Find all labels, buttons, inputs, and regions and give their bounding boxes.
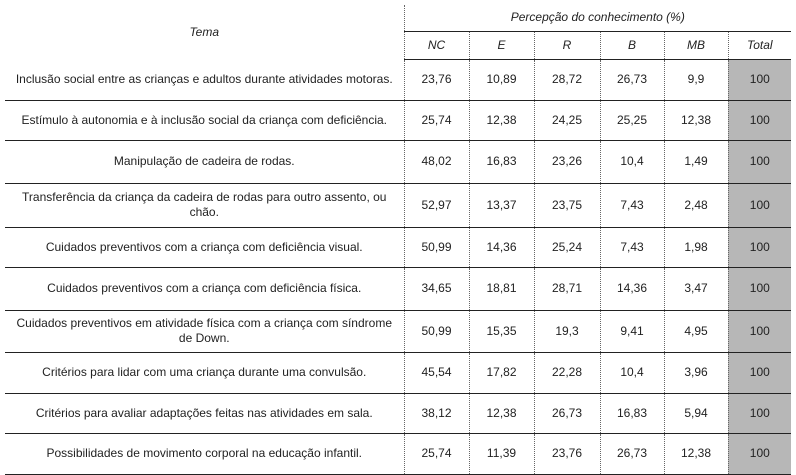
table-body [5,59,791,474]
cell-mb: 12,38 [664,100,728,140]
header-b: B [600,31,664,59]
cell-b: 26,73 [600,433,664,474]
cell-nc: 50,99 [404,310,469,352]
cell-mb: 1,49 [664,140,728,183]
cell-nc: 25,74 [404,100,469,140]
cell-total: 100 [728,433,791,474]
cell-mb: 2,48 [664,183,728,227]
table-row [5,433,791,474]
cell-r: 23,76 [534,433,600,474]
cell-nc: 50,99 [404,227,469,267]
header-nc: NC [404,31,469,59]
cell-mb: 9,9 [664,59,728,100]
table-row [5,140,791,183]
cell-b: 7,43 [600,183,664,227]
cell-tema: Manipulação de cadeira de rodas. [5,140,404,183]
cell-r: 23,26 [534,140,600,183]
cell-total: 100 [728,310,791,352]
cell-mb: 3,96 [664,352,728,393]
cell-total: 100 [728,100,791,140]
cell-e: 18,81 [469,267,534,310]
perception-table [5,5,791,475]
cell-total: 100 [728,183,791,227]
header-total: Total [728,31,791,59]
cell-tema: Critérios para lidar com uma criança durante uma convulsão. [5,352,404,393]
cell-r: 28,71 [534,267,600,310]
cell-r: 23,75 [534,183,600,227]
cell-nc: 34,65 [404,267,469,310]
cell-tema: Possibilidades de movimento corporal na educação infantil. [5,433,404,474]
cell-e: 10,89 [469,59,534,100]
cell-b: 14,36 [600,267,664,310]
header-r: R [534,31,600,59]
cell-tema: Cuidados preventivos com a criança com deficiência física. [5,267,404,310]
cell-mb: 3,47 [664,267,728,310]
cell-nc: 38,12 [404,393,469,433]
cell-r: 28,72 [534,59,600,100]
table-row [5,59,791,100]
cell-total: 100 [728,393,791,433]
cell-e: 17,82 [469,352,534,393]
cell-mb: 5,94 [664,393,728,433]
cell-e: 14,36 [469,227,534,267]
cell-e: 12,38 [469,393,534,433]
cell-e: 16,83 [469,140,534,183]
cell-b: 10,4 [600,140,664,183]
cell-e: 11,39 [469,433,534,474]
cell-r: 22,28 [534,352,600,393]
table-row [5,227,791,267]
cell-tema: Transferência da criança da cadeira de rodas para outro assento, ou chão. [5,183,404,227]
cell-tema: Cuidados preventivos em atividade física com a criança com síndrome de Down. [5,310,404,352]
header-mb: MB [664,31,728,59]
cell-total: 100 [728,267,791,310]
cell-total: 100 [728,227,791,267]
cell-r: 19,3 [534,310,600,352]
cell-mb: 4,95 [664,310,728,352]
cell-mb: 12,38 [664,433,728,474]
cell-nc: 23,76 [404,59,469,100]
cell-e: 13,37 [469,183,534,227]
cell-b: 7,43 [600,227,664,267]
cell-b: 16,83 [600,393,664,433]
cell-mb: 1,98 [664,227,728,267]
cell-nc: 48,02 [404,140,469,183]
table-row [5,310,791,352]
cell-nc: 45,54 [404,352,469,393]
cell-nc: 25,74 [404,433,469,474]
header-tema: Tema [5,5,404,59]
table-row [5,393,791,433]
cell-tema: Estímulo à autonomia e à inclusão social da criança com deficiência. [5,100,404,140]
cell-b: 9,41 [600,310,664,352]
header-percepcao: Percepção do conhecimento (%) [404,5,791,31]
cell-tema: Cuidados preventivos com a criança com deficiência visual. [5,227,404,267]
cell-e: 15,35 [469,310,534,352]
cell-tema: Inclusão social entre as crianças e adultos durante atividades motoras. [5,59,404,100]
cell-total: 100 [728,140,791,183]
cell-r: 24,25 [534,100,600,140]
cell-tema: Critérios para avaliar adaptações feitas nas atividades em sala. [5,393,404,433]
cell-total: 100 [728,59,791,100]
table-row [5,183,791,227]
cell-total: 100 [728,352,791,393]
cell-r: 26,73 [534,393,600,433]
cell-e: 12,38 [469,100,534,140]
cell-b: 26,73 [600,59,664,100]
cell-b: 25,25 [600,100,664,140]
table-row [5,267,791,310]
cell-nc: 52,97 [404,183,469,227]
header-e: E [469,31,534,59]
table-row [5,100,791,140]
table-row [5,352,791,393]
cell-b: 10,4 [600,352,664,393]
cell-r: 25,24 [534,227,600,267]
